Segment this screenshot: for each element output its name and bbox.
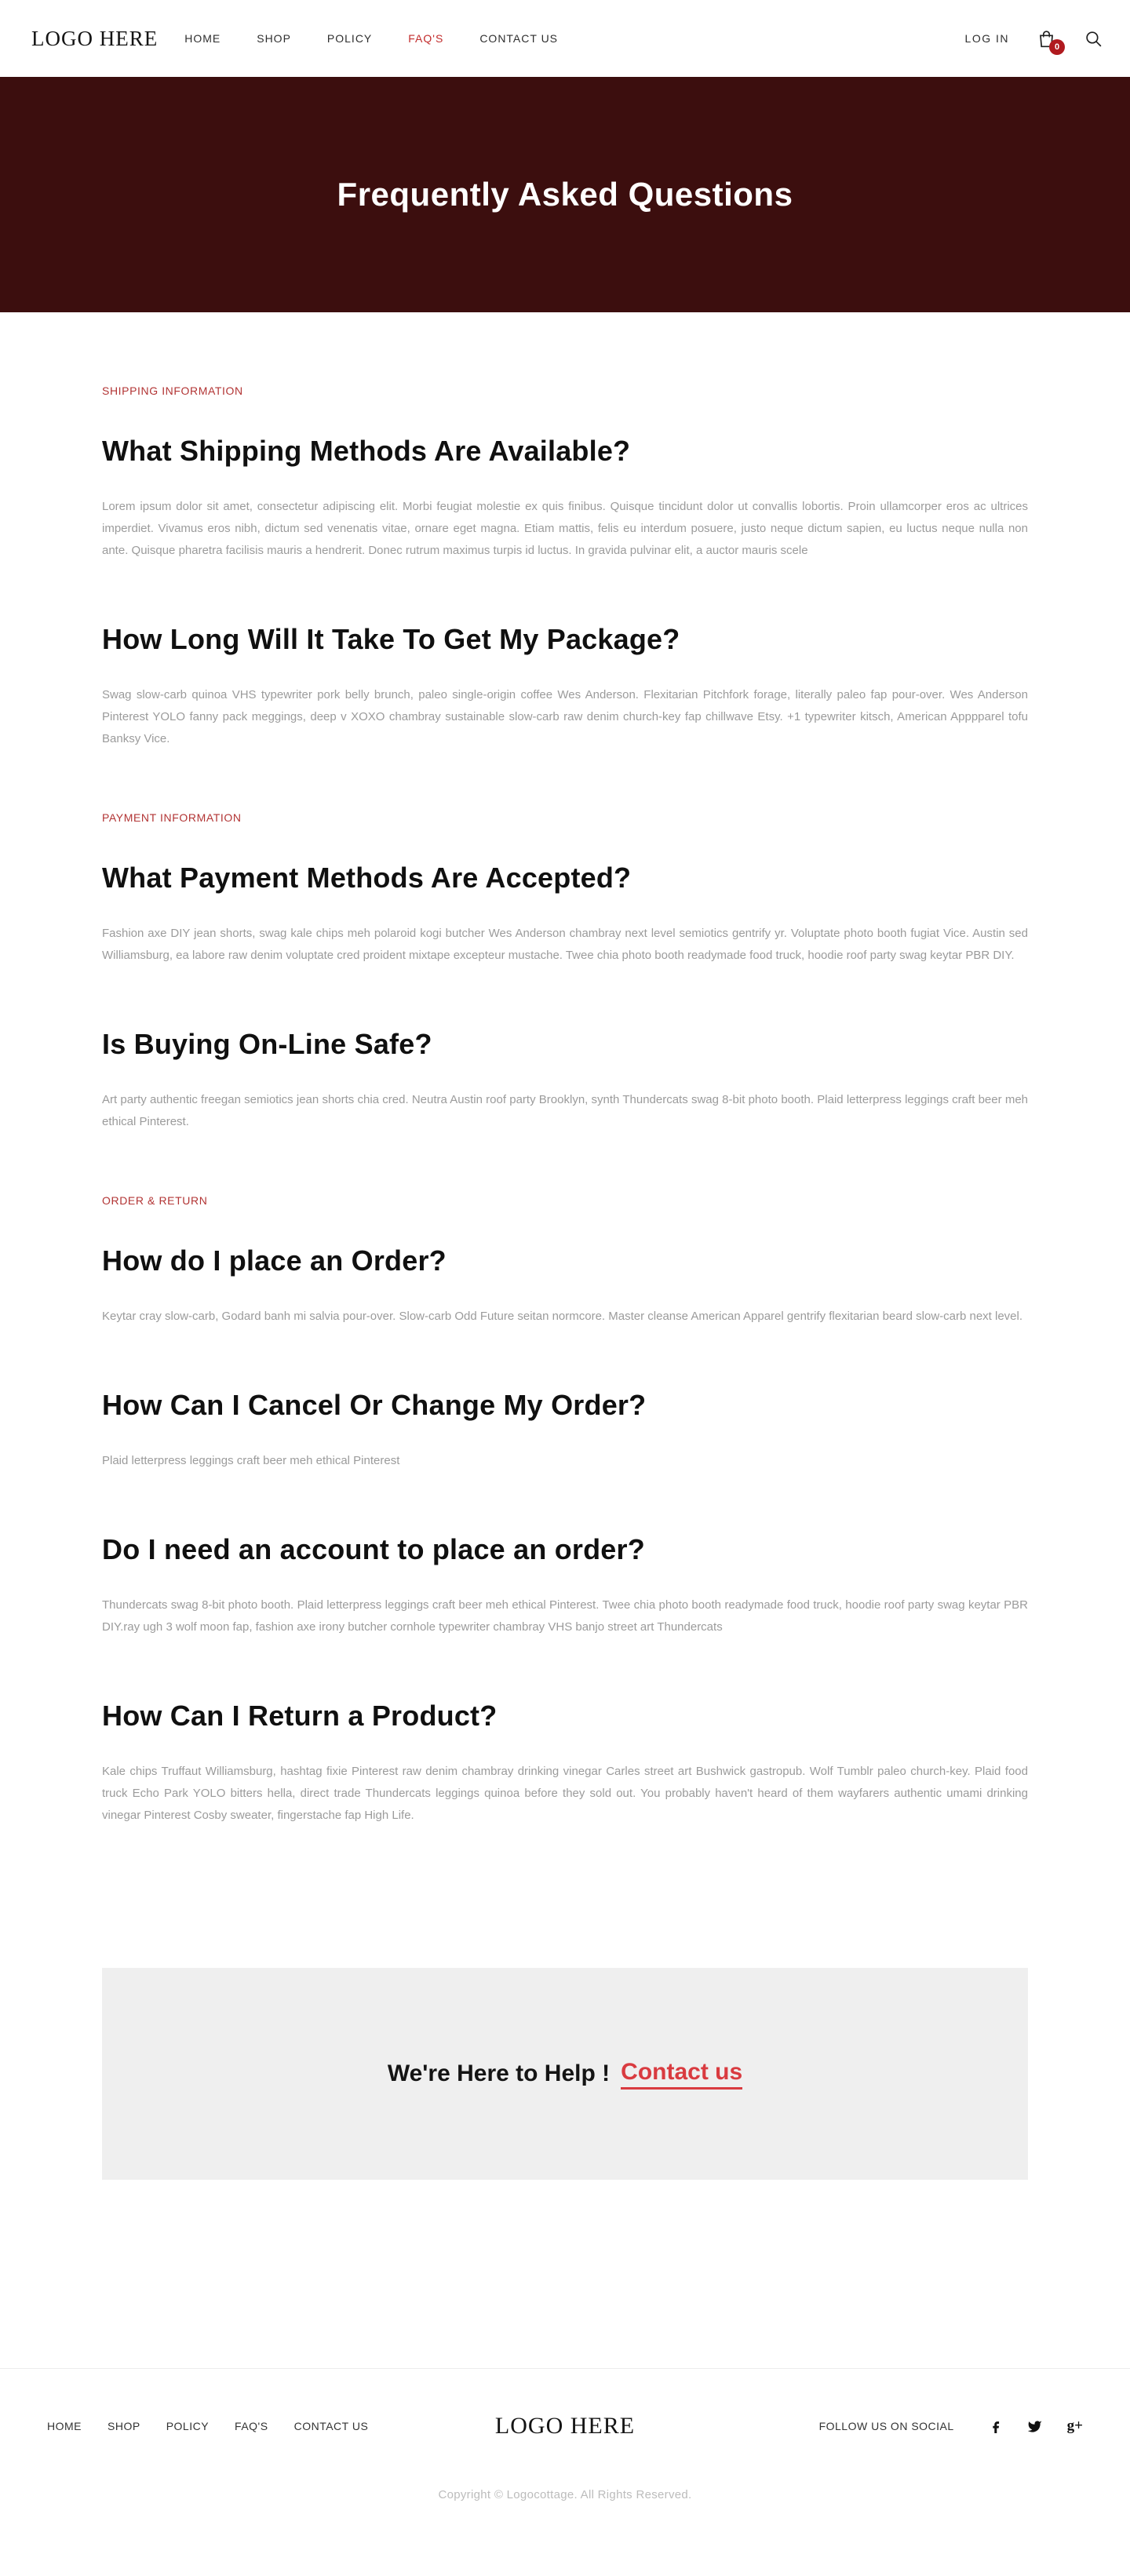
faq-answer: Kale chips Truffaut Williamsburg, hashtag fixie Pinterest raw denim chambray drinking vinegar Carles street art Bushwick gastropub. Wolf Tumblr paleo church-key. Plaid food truck Echo Park YOLO bitters hella, direct trade Thundercats leggings quinoa before they sold out. You probably haven't heard of them wayfarers authentic umami drinking vinegar Pinterest Cosby sweater, fingerstache fap High Life. bbox=[102, 1765, 1028, 1822]
faq-group-label: PAYMENT INFORMATION bbox=[102, 811, 242, 824]
search-button[interactable] bbox=[1084, 29, 1103, 49]
google-plus-glyph: g+ bbox=[1066, 2417, 1083, 2434]
footer-nav bbox=[47, 2420, 368, 2432]
faq-question: How Can I Cancel Or Change My Order? bbox=[102, 1389, 647, 1421]
footer-nav-link-home[interactable]: HOME bbox=[47, 2420, 82, 2432]
nav-link-faq-s[interactable]: FAQ'S bbox=[408, 32, 444, 45]
faq-group-label: SHIPPING INFORMATION bbox=[102, 384, 243, 397]
page-title: Frequently Asked Questions bbox=[337, 176, 793, 213]
faq-group-payment-information bbox=[102, 811, 1028, 1133]
google-plus-icon[interactable] bbox=[1066, 2417, 1083, 2434]
faq-group-order-return bbox=[102, 1194, 1028, 1827]
faq-answer: Plaid letterpress leggings craft beer meh ethical Pinterest bbox=[102, 1454, 400, 1467]
nav-link-policy[interactable]: POLICY bbox=[326, 32, 373, 45]
footer-nav-link-faq-s[interactable]: FAQ'S bbox=[235, 2420, 268, 2432]
cart-button[interactable] bbox=[1036, 28, 1060, 52]
faq-groups bbox=[102, 384, 1028, 1827]
footer-nav-link-policy[interactable]: POLICY bbox=[166, 2420, 210, 2432]
faq-content bbox=[0, 312, 1130, 2180]
facebook-icon[interactable] bbox=[989, 2420, 1002, 2433]
footer-social bbox=[819, 2419, 1083, 2434]
faq-answer: Art party authentic freegan semiotics jean shorts chia cred. Neutra Austin roof party Brooklyn, synth Thundercats swag 8-bit photo booth. Plaid letterpress leggings craft beer meh ethical Pinterest. bbox=[102, 1093, 1028, 1128]
faq-answer: Thundercats swag 8-bit photo booth. Plaid letterpress leggings craft beer meh ethical Pinterest. Twee chia photo booth readymade food truck, hoodie roof party swag keytar PBR DIY.ray ugh 3 wolf moon fap, fashion axe irony butcher cornhole typewriter chambray VHS banjo street art Thundercats bbox=[102, 1598, 1028, 1634]
help-text: We're Here to Help ! bbox=[387, 2060, 611, 2086]
footer-logo[interactable]: LOGO HERE bbox=[494, 2413, 636, 2439]
faq-question: How Can I Return a Product? bbox=[102, 1700, 498, 1732]
footer-nav-link-shop[interactable]: SHOP bbox=[108, 2420, 140, 2432]
help-box bbox=[102, 1968, 1028, 2180]
twitter-icon[interactable] bbox=[1027, 2419, 1042, 2434]
search-icon bbox=[1084, 29, 1103, 49]
faq-question: How Long Will It Take To Get My Package? bbox=[102, 623, 680, 655]
nav-link-contact-us[interactable]: CONTACT US bbox=[479, 32, 559, 45]
site-header bbox=[0, 0, 1130, 77]
faq-question: Do I need an account to place an order? bbox=[102, 1533, 645, 1565]
nav-link-shop[interactable]: SHOP bbox=[257, 32, 291, 45]
site-logo[interactable]: LOGO HERE bbox=[31, 26, 159, 50]
faq-question: Is Buying On-Line Safe? bbox=[102, 1028, 432, 1060]
follow-us-label: FOLLOW US ON SOCIAL bbox=[818, 2420, 954, 2432]
cart-count-badge: 0 bbox=[1049, 39, 1065, 55]
faq-answer: Swag slow-carb quinoa VHS typewriter pork belly brunch, paleo single-origin coffee Wes Anderson. Flexitarian Pitchfork forage, literally paleo fap pour-over. Wes Anderson Pinterest YOLO fanny pack meggings, deep v XOXO chambray sustainable slow-carb raw denim church-key fap chillwave Etsy. +1 typewriter kitsch, American Apppparel tofu Banksy Vice. bbox=[102, 688, 1028, 745]
faq-question: What Payment Methods Are Accepted? bbox=[102, 862, 632, 894]
footer-row bbox=[47, 2410, 1083, 2443]
site-footer bbox=[0, 2368, 1130, 2576]
faq-question: What Shipping Methods Are Available? bbox=[102, 435, 631, 467]
main-nav bbox=[184, 32, 558, 45]
hero-banner bbox=[0, 77, 1130, 312]
faq-answer: Keytar cray slow-carb, Godard banh mi salvia pour-over. Slow-carb Odd Future seitan normcore. Master cleanse American Apparel gentrify flexitarian beard slow-carb next level. bbox=[102, 1310, 1023, 1323]
login-link[interactable]: LOG IN bbox=[964, 32, 1009, 45]
header-actions bbox=[964, 28, 1103, 52]
faq-group-shipping-information bbox=[102, 384, 1028, 750]
copyright-text: Copyright © Logocottage. All Rights Reserved. bbox=[438, 2488, 692, 2501]
nav-link-home[interactable]: HOME bbox=[184, 32, 221, 45]
faq-answer: Lorem ipsum dolor sit amet, consectetur adipiscing elit. Morbi feugiat molestie ex quis finibus. Quisque tincidunt dolor ut convallis lobortis. Proin ullamcorper eros ac ultrices imperdiet. Vivamus eros nibh, dictum sed venenatis vitae, ornare eget magna. Etiam mattis, felis eu interdum posuere, justo neque dictum sapien, eu luctus neque nulla non ante. Quisque pharetra facilisis mauris a hendrerit. Donec rutrum maximus turpis id luctus. In gravida pulvinar elit, a auctor mauris scele bbox=[102, 500, 1028, 557]
faq-question: How do I place an Order? bbox=[102, 1244, 447, 1277]
footer-nav-link-contact-us[interactable]: CONTACT US bbox=[293, 2420, 369, 2432]
faq-answer: Fashion axe DIY jean shorts, swag kale chips meh polaroid kogi butcher Wes Anderson chambray next level semiotics gentrify yr. Voluptate photo booth fugiat Vice. Austin sed Williamsburg, ea labore raw denim voluptate cred proident mixtape excepteur mustache. Twee chia photo booth readymade food truck, hoodie roof party swag keytar PBR DIY. bbox=[102, 927, 1028, 962]
faq-group-label: ORDER & RETURN bbox=[102, 1194, 208, 1207]
contact-us-link[interactable]: Contact us bbox=[621, 2059, 742, 2090]
